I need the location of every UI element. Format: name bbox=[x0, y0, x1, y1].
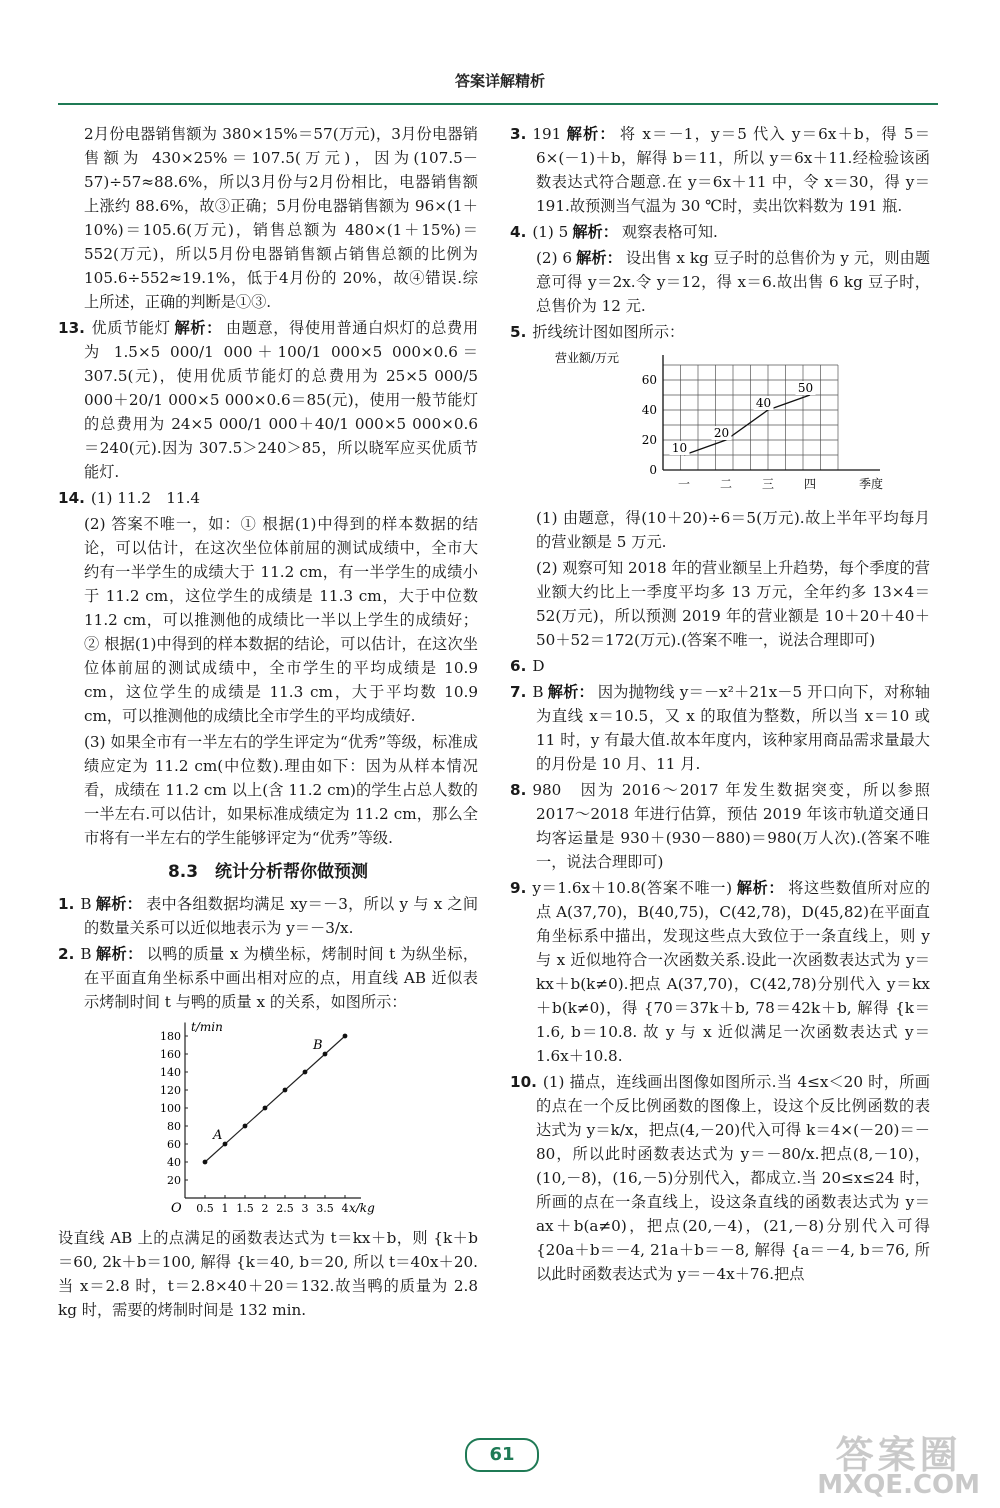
question-number: 9. bbox=[510, 879, 527, 897]
watermark-line1: 答案圈 bbox=[835, 1433, 962, 1477]
answer-4-2 bbox=[510, 246, 930, 318]
x-tick-label: 0.5 bbox=[196, 1202, 214, 1215]
y-tick-label: 160 bbox=[160, 1048, 181, 1061]
question-number: 3. bbox=[510, 125, 527, 143]
y-tick-label: 40 bbox=[641, 403, 657, 417]
y-tick-label: 100 bbox=[160, 1102, 181, 1115]
x-tick-label: 3.5 bbox=[316, 1202, 334, 1215]
data-point bbox=[323, 1052, 328, 1057]
x-axis-label: 季度 bbox=[859, 477, 884, 491]
question-number: 1. bbox=[58, 895, 75, 913]
x-tick-label: 2.5 bbox=[276, 1202, 294, 1215]
y-tick-label: 40 bbox=[167, 1156, 181, 1169]
analysis-text: 观察表格可知. bbox=[621, 223, 718, 241]
answer-text: y＝1.6x＋10.8(答案不唯一) bbox=[532, 879, 733, 897]
data-point bbox=[223, 1142, 228, 1147]
x-axis-label: x/kg bbox=[349, 1201, 375, 1215]
analysis-text: (1) 描点，连线画出图像如图所示.当 4≤x＜20 时，所画的点在一个反比例函数的图像上，设这个反比例函数的表达式为 y＝k/x，把点(4,－20)代入可得 k＝4×(－20)＝－80，所以此时函数表达式为 y＝－80/x.把点(8,－10)，(10,－8)，(16,－5)分别代入，都成立.当 20≤x≤24 时，所画的点在一条直线上，设这条直线的函数表达式为 y＝ax＋b(a≠0)，把点(20,－4)，(21,－8)分别代入可得 {20a＋b＝－4, 21a＋b＝－8, 解得 {a＝－4, b＝76, 所以此时函数表达式为 y＝－4x＋76.把点 bbox=[536, 1073, 930, 1283]
analysis-text: 表中各组数据均满足 xy＝－3，所以 y 与 x 之间的数量关系可以近似地表示为 y＝－3/x. bbox=[84, 895, 479, 937]
answer-s2 bbox=[58, 942, 478, 1014]
answer-14-1 bbox=[58, 486, 478, 510]
answer-4-1 bbox=[510, 220, 930, 244]
question-number: 2. bbox=[58, 945, 75, 963]
answer-s2-cont: 设直线 AB 上的点满足的函数表达式为 t＝kx＋b，则 {k＋b＝60, 2k＋b＝100, 解得 {k＝40, b＝20, 所以 t＝40x＋20.当 x＝2.8 时，t＝2.8×40＋20＝132.故当鸭的质量为 2.8 kg 时，需要的烤制时间是 132 min. bbox=[58, 1229, 478, 1319]
page-number: 61 bbox=[465, 1438, 539, 1472]
answer-13 bbox=[58, 316, 478, 484]
analysis-text: 设出售 x kg 豆子时的总售价为 y 元，则由题意可得 y＝2x.令 y＝12，得 x＝6.故出售 6 kg 豆子时，总售价为 12 元. bbox=[536, 249, 930, 315]
answer-5-1: (1) 由题意，得(10＋20)÷6＝5(万元).故上半年平均每月的营业额是 5 万元. bbox=[536, 509, 930, 551]
answer-8 bbox=[510, 778, 930, 874]
answer-text: (2) 6 bbox=[536, 249, 573, 267]
answer-5 bbox=[510, 320, 930, 344]
answer-10 bbox=[510, 1070, 930, 1286]
x-tick-label: 四 bbox=[803, 477, 817, 491]
analysis-label: 解析： bbox=[736, 879, 785, 897]
data-point bbox=[243, 1124, 248, 1129]
y-axis-label: t/min bbox=[191, 1020, 223, 1034]
x-tick-label: 一 bbox=[677, 477, 691, 491]
data-point bbox=[303, 1070, 308, 1075]
question-number: 13. bbox=[58, 319, 85, 337]
analysis-label: 解析： bbox=[576, 249, 622, 267]
data-point bbox=[263, 1106, 268, 1111]
x-tick-label: 二 bbox=[719, 477, 733, 491]
answer-text: (1) 11.2 11.4 bbox=[90, 489, 201, 507]
answer-5-2: (2) 观察可知 2018 年的营业额呈上升趋势，每个季度的营业额大约比上一季度平均多 13 万元，全年约多 13×4＝52(万元)，所以预测 2019 年的营业额是 10＋20＋40＋50＋52＝172(万元).(答案不唯一，说法合理即可) bbox=[536, 559, 930, 649]
duck-roasting-chart bbox=[143, 1020, 393, 1220]
x-tick-label: 4 bbox=[341, 1202, 349, 1215]
question-number: 6. bbox=[510, 657, 527, 675]
question-number: 5. bbox=[510, 323, 527, 341]
answer-text: D bbox=[532, 657, 545, 675]
answer-text: B bbox=[532, 683, 544, 701]
answer-text: B bbox=[80, 895, 92, 913]
answer-14-3: (3) 如果全市有一半左右的学生评定为“优秀”等级，标准成绩应定为 11.2 cm(中位数).理由如下：因为从样本情况看，成绩在 11.2 cm 以上(含 11.2 cm)的学生占总人数的一半左右.可以估计，如果标准成绩定为 11.2 cm，那么全市将有一半左右的学生能够评定为“优秀”等级. bbox=[84, 733, 478, 847]
y-tick-label: 180 bbox=[160, 1030, 181, 1043]
question-number: 10. bbox=[510, 1073, 537, 1091]
analysis-label: 解析： bbox=[565, 125, 616, 143]
analysis-text: 因为抛物线 y＝－x²＋21x－5 开口向下，对称轴为直线 x＝10.5，又 x 的取值为整数，所以当 x＝10 或 11 时，y 有最大值.故本年度内，该种家用商品需求量最大的月份是 10 月、11 月. bbox=[536, 683, 930, 773]
analysis-text: 以鸭的质量 x 为横坐标，烤制时间 t 为纵坐标，在平面直角坐标系中画出相对应的点，用直线 AB 近似表示烤制时间 t 与鸭的质量 x 的关系，如图所示： bbox=[84, 945, 479, 1011]
x-tick-label: 2 bbox=[261, 1202, 269, 1215]
origin-label: O bbox=[171, 1201, 182, 1216]
y-tick-label: 140 bbox=[160, 1066, 181, 1079]
header-rule bbox=[58, 103, 938, 105]
page-header: 答案详解精析 bbox=[454, 72, 545, 90]
answer-14-2: (2) 答案不唯一，如：① 根据(1)中得到的样本数据的结论，可以估计，在这次坐位体前屈的测试成绩中，全市大约有一半学生的成绩大于 11.2 cm，有一半学生的成绩小于 11.2 cm，这位学生的成绩是 11.3 cm，大于中位数 11.2 cm，可以推测他的成绩比一半以上学生的成绩好；② 根据(1)中得到的样本数据的结论，可以估计，在这次坐位体前屈的测试成绩中，全市学生的平均成绩是 10.9 cm，这位学生的成绩是 11.3 cm，大于平均数 10.9 cm，可以推测他的成绩比全市学生的平均成绩好. bbox=[84, 515, 478, 725]
x-tick-label: 1.5 bbox=[236, 1202, 254, 1215]
answer-text: 980 bbox=[532, 781, 562, 799]
answer-text: 折线统计图如图所示： bbox=[532, 323, 685, 341]
analysis-text: 将 x＝－1，y＝5 代入 y＝6x＋b，得 5＝6×(－1)＋b，解得 b＝11，所以 y＝6x＋11.经检验该函数表达式符合题意.在 y＝6x＋11 中，令 x＝30，得 y＝191.故预测当气温为 30 ℃时，卖出饮料数为 191 瓶. bbox=[536, 125, 930, 215]
y-tick-label: 60 bbox=[641, 373, 657, 387]
answer-text: 191 bbox=[532, 125, 562, 143]
data-label: 20 bbox=[713, 426, 730, 440]
answer-text: 优质节能灯 bbox=[90, 319, 171, 337]
right-column bbox=[510, 122, 930, 1288]
analysis-text: 将这些数值所对应的点 A(37,70)，B(40,75)，C(42,78)，D(45,82)在平面直角坐标系中描出，发现这些点大致位于一条直线上，则 y 与 x 近似地符合一次函数关系.设此一次函数表达式为 y＝kx＋b(k≠0).把点 A(37,70)，C(42,78)分别代入 y＝kx＋b(k≠0)，得 {70＝37k＋b, 78＝42k＋b, 解得 {k＝1.6, b＝10.8. 故 y 与 x 近似满足一次函数表达式 y＝1.6x＋10.8. bbox=[536, 879, 931, 1065]
y-tick-label: 20 bbox=[167, 1174, 181, 1187]
answer-7 bbox=[510, 680, 930, 776]
question-number: 4. bbox=[510, 223, 527, 241]
question-number: 7. bbox=[510, 683, 527, 701]
answer-text: B bbox=[80, 945, 92, 963]
data-label: 10 bbox=[671, 441, 688, 455]
section-title: 8.3 统计分析帮你做预测 bbox=[167, 862, 369, 882]
data-label: 50 bbox=[797, 381, 814, 395]
analysis-label: 解析： bbox=[95, 945, 143, 963]
answer-text: (1) 5 bbox=[532, 223, 569, 241]
question-number: 14. bbox=[58, 489, 85, 507]
data-point bbox=[203, 1160, 208, 1165]
y-axis-label: 营业额/万元 bbox=[555, 351, 620, 365]
answer-3 bbox=[510, 122, 930, 218]
y-tick-label: 20 bbox=[641, 433, 657, 447]
revenue-line-chart bbox=[555, 350, 885, 500]
data-label: 40 bbox=[755, 396, 772, 410]
analysis-label: 解析： bbox=[174, 319, 222, 337]
answer-s1 bbox=[58, 892, 478, 940]
question-number: 8. bbox=[510, 781, 527, 799]
point-label-B: B bbox=[313, 1038, 323, 1053]
analysis-label: 解析： bbox=[547, 683, 594, 701]
analysis-text: 由题意，得使用普通白炽灯的总费用为 1.5×5 000/1 000＋100/1 000×5 000×0.6＝307.5(元)，使用优质节能灯的总费用为 25×5 000/5 000＋20/1 000×5 000×0.6＝85(元)，使用一般节能灯的总费用为 24×5 000/1 000＋40/1 000×5 000×0.6＝240(元).因为 307.5＞240＞85，所以晓军应买优质节能灯. bbox=[84, 319, 479, 481]
analysis-text: 因为 2016～2017 年发生数据突变，所以参照 2017～2018 年进行估算，预估 2019 年该市轨道交通日均客运量是 930＋(930－880)＝980(万人次).(答案不唯一，说法合理即可) bbox=[536, 781, 930, 871]
analysis-label: 解析： bbox=[95, 895, 143, 913]
y-tick-label: 80 bbox=[167, 1120, 181, 1133]
paragraph-q12-cont: 2月份电器销售额为 380×15%＝57(万元)，3月份电器销售额为 430×25%＝107.5(万元)，因为(107.5－57)÷57≈88.6%，所以3月份与2月份相比，电器销售额上涨约 88.6%，故③正确；5月份电器销售额为 96×(1＋10%)＝105.6(万元)，销售总额为 480×(1＋15%)＝552(万元)，所以5月份电器销售额占销售总额的比例为 105.6÷552≈19.1%，低于4月份的 20%，故④错误.综上所述，正确的判断是①③. bbox=[84, 125, 478, 311]
watermark-logo bbox=[817, 1433, 980, 1500]
analysis-label: 解析： bbox=[572, 223, 618, 241]
y-tick-label: 60 bbox=[167, 1138, 181, 1151]
y-tick-label: 120 bbox=[160, 1084, 181, 1097]
x-tick-label: 三 bbox=[761, 477, 775, 491]
x-tick-label: 3 bbox=[301, 1202, 309, 1215]
y-tick-label: 0 bbox=[649, 463, 657, 477]
watermark-line2: MXQE.COM bbox=[817, 1470, 980, 1500]
point-label-A: A bbox=[213, 1128, 223, 1143]
x-tick-label: 1 bbox=[221, 1202, 229, 1215]
left-column bbox=[58, 122, 478, 1324]
answer-9 bbox=[510, 876, 930, 1068]
answer-6 bbox=[510, 654, 930, 678]
data-point bbox=[343, 1034, 348, 1039]
data-point bbox=[283, 1088, 288, 1093]
